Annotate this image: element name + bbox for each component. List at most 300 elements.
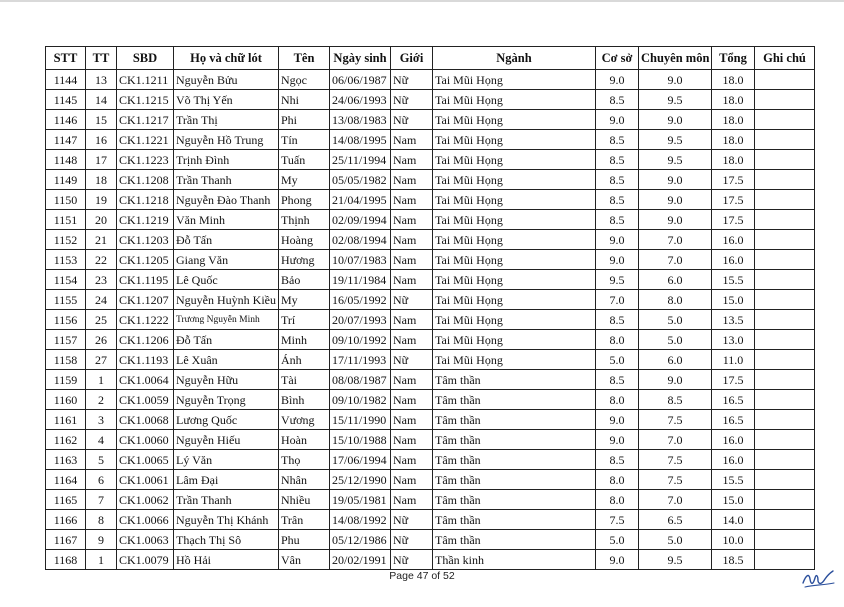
- cell-ghi-chu: [755, 270, 815, 290]
- cell-ghi-chu: [755, 70, 815, 90]
- cell-tong: 13.0: [712, 330, 755, 350]
- cell-chuyen-mon: 6.5: [639, 510, 712, 530]
- table-row: [46, 310, 815, 330]
- cell-tong: 17.5: [712, 370, 755, 390]
- cell-sbd: CK1.0064: [117, 370, 174, 390]
- cell-ngay-sinh: 16/05/1992: [330, 290, 391, 310]
- cell-chuyen-mon: 9.0: [639, 70, 712, 90]
- cell-gioi: Nữ: [391, 290, 433, 310]
- cell-tt: 27: [86, 350, 117, 370]
- cell-gioi: Nam: [391, 430, 433, 450]
- cell-chuyen-mon: 5.0: [639, 530, 712, 550]
- cell-tt: 8: [86, 510, 117, 530]
- cell-ngay-sinh: 08/08/1987: [330, 370, 391, 390]
- cell-tt: 22: [86, 250, 117, 270]
- cell-stt: 1162: [46, 430, 86, 450]
- cell-chuyen-mon: 7.0: [639, 230, 712, 250]
- cell-ho-va-chu-lot: Giang Văn: [174, 250, 279, 270]
- cell-nganh: Tai Mũi Họng: [433, 330, 596, 350]
- table-row: [46, 210, 815, 230]
- cell-gioi: Nam: [391, 410, 433, 430]
- cell-chuyen-mon: 6.0: [639, 270, 712, 290]
- table-row: [46, 350, 815, 370]
- cell-co-so: 8.5: [596, 190, 639, 210]
- table-row: [46, 90, 815, 110]
- cell-stt: 1157: [46, 330, 86, 350]
- cell-co-so: 9.0: [596, 110, 639, 130]
- table-row: [46, 410, 815, 430]
- cell-tong: 15.0: [712, 290, 755, 310]
- cell-stt: 1144: [46, 70, 86, 90]
- cell-ngay-sinh: 19/05/1981: [330, 490, 391, 510]
- cell-ten: My: [279, 290, 330, 310]
- header-ho-va-chu-lot: Họ và chữ lót: [174, 47, 279, 70]
- cell-ten: Phu: [279, 530, 330, 550]
- cell-ho-va-chu-lot: Thạch Thị Sô: [174, 530, 279, 550]
- cell-gioi: Nam: [391, 450, 433, 470]
- table-row: [46, 130, 815, 150]
- cell-tong: 16.5: [712, 390, 755, 410]
- cell-tt: 4: [86, 430, 117, 450]
- cell-ngay-sinh: 13/08/1983: [330, 110, 391, 130]
- cell-ghi-chu: [755, 490, 815, 510]
- cell-co-so: 5.0: [596, 530, 639, 550]
- cell-nganh: Tâm thần: [433, 370, 596, 390]
- cell-tong: 10.0: [712, 530, 755, 550]
- cell-stt: 1161: [46, 410, 86, 430]
- cell-ngay-sinh: 25/11/1994: [330, 150, 391, 170]
- cell-chuyen-mon: 7.5: [639, 470, 712, 490]
- cell-ten: Vương: [279, 410, 330, 430]
- cell-nganh: Tai Mũi Họng: [433, 350, 596, 370]
- cell-nganh: Tai Mũi Họng: [433, 250, 596, 270]
- cell-ngay-sinh: 25/12/1990: [330, 470, 391, 490]
- cell-tong: 15.5: [712, 470, 755, 490]
- cell-nganh: Thần kinh: [433, 550, 596, 570]
- cell-ngay-sinh: 05/05/1982: [330, 170, 391, 190]
- cell-chuyen-mon: 9.0: [639, 190, 712, 210]
- cell-co-so: 9.0: [596, 550, 639, 570]
- cell-stt: 1154: [46, 270, 86, 290]
- cell-co-so: 9.0: [596, 70, 639, 90]
- cell-co-so: 8.5: [596, 310, 639, 330]
- cell-chuyen-mon: 5.0: [639, 310, 712, 330]
- cell-chuyen-mon: 9.5: [639, 90, 712, 110]
- cell-stt: 1159: [46, 370, 86, 390]
- cell-tt: 6: [86, 470, 117, 490]
- cell-ngay-sinh: 21/04/1995: [330, 190, 391, 210]
- cell-ngay-sinh: 15/11/1990: [330, 410, 391, 430]
- cell-sbd: CK1.1203: [117, 230, 174, 250]
- cell-ho-va-chu-lot: Trương Nguyễn Minh: [174, 310, 279, 330]
- cell-co-so: 8.0: [596, 490, 639, 510]
- cell-tt: 14: [86, 90, 117, 110]
- cell-ten: Phi: [279, 110, 330, 130]
- header-co-so: Cơ sở: [596, 47, 639, 70]
- cell-ho-va-chu-lot: Lâm Đại: [174, 470, 279, 490]
- cell-tt: 3: [86, 410, 117, 430]
- cell-ghi-chu: [755, 450, 815, 470]
- cell-ten: Tuấn: [279, 150, 330, 170]
- cell-ghi-chu: [755, 170, 815, 190]
- cell-sbd: CK1.1207: [117, 290, 174, 310]
- cell-co-so: 8.0: [596, 470, 639, 490]
- cell-ngay-sinh: 05/12/1986: [330, 530, 391, 550]
- cell-ngay-sinh: 09/10/1982: [330, 390, 391, 410]
- cell-sbd: CK1.0065: [117, 450, 174, 470]
- cell-chuyen-mon: 6.0: [639, 350, 712, 370]
- table-row: [46, 490, 815, 510]
- cell-nganh: Tâm thần: [433, 490, 596, 510]
- cell-nganh: Tâm thần: [433, 430, 596, 450]
- cell-gioi: Nam: [391, 170, 433, 190]
- cell-tong: 18.0: [712, 70, 755, 90]
- cell-gioi: Nam: [391, 270, 433, 290]
- cell-co-so: 8.0: [596, 390, 639, 410]
- cell-tt: 21: [86, 230, 117, 250]
- cell-sbd: CK1.0068: [117, 410, 174, 430]
- cell-chuyen-mon: 7.0: [639, 430, 712, 450]
- cell-nganh: Tai Mũi Họng: [433, 270, 596, 290]
- cell-gioi: Nam: [391, 490, 433, 510]
- page-footer: Page 47 of 52: [389, 570, 455, 582]
- cell-tong: 18.5: [712, 550, 755, 570]
- cell-ten: Thịnh: [279, 210, 330, 230]
- cell-ngay-sinh: 02/08/1994: [330, 230, 391, 250]
- cell-ho-va-chu-lot: Hồ Hải: [174, 550, 279, 570]
- cell-gioi: Nữ: [391, 70, 433, 90]
- cell-ten: Bình: [279, 390, 330, 410]
- cell-ghi-chu: [755, 130, 815, 150]
- cell-co-so: 5.0: [596, 350, 639, 370]
- table-row: [46, 290, 815, 310]
- cell-stt: 1158: [46, 350, 86, 370]
- table-row: [46, 390, 815, 410]
- table-row: [46, 370, 815, 390]
- cell-ghi-chu: [755, 430, 815, 450]
- cell-ten: Hoàng: [279, 230, 330, 250]
- cell-tong: 13.5: [712, 310, 755, 330]
- cell-ngay-sinh: 17/06/1994: [330, 450, 391, 470]
- cell-nganh: Tâm thần: [433, 410, 596, 430]
- cell-ngay-sinh: 14/08/1992: [330, 510, 391, 530]
- cell-ho-va-chu-lot: Võ Thị Yến: [174, 90, 279, 110]
- cell-ngay-sinh: 10/07/1983: [330, 250, 391, 270]
- cell-ho-va-chu-lot: Trần Thanh: [174, 490, 279, 510]
- cell-chuyen-mon: 7.5: [639, 450, 712, 470]
- cell-gioi: Nữ: [391, 550, 433, 570]
- cell-ngay-sinh: 17/11/1993: [330, 350, 391, 370]
- cell-tt: 26: [86, 330, 117, 350]
- cell-nganh: Tai Mũi Họng: [433, 230, 596, 250]
- cell-ten: Trí: [279, 310, 330, 330]
- header-sbd: SBD: [117, 47, 174, 70]
- cell-tong: 16.5: [712, 410, 755, 430]
- cell-tong: 16.0: [712, 450, 755, 470]
- cell-tong: 17.5: [712, 190, 755, 210]
- cell-tong: 16.0: [712, 430, 755, 450]
- cell-ten: Trân: [279, 510, 330, 530]
- cell-co-so: 8.5: [596, 450, 639, 470]
- cell-ho-va-chu-lot: Đỗ Tấn: [174, 330, 279, 350]
- cell-chuyen-mon: 9.0: [639, 370, 712, 390]
- cell-stt: 1152: [46, 230, 86, 250]
- cell-sbd: CK1.0062: [117, 490, 174, 510]
- cell-chuyen-mon: 7.0: [639, 250, 712, 270]
- cell-sbd: CK1.1221: [117, 130, 174, 150]
- cell-ghi-chu: [755, 470, 815, 490]
- cell-ten: Ánh: [279, 350, 330, 370]
- cell-stt: 1163: [46, 450, 86, 470]
- header-stt: STT: [46, 47, 86, 70]
- cell-ghi-chu: [755, 530, 815, 550]
- cell-stt: 1160: [46, 390, 86, 410]
- cell-ten: Nhi: [279, 90, 330, 110]
- cell-ten: Minh: [279, 330, 330, 350]
- cell-sbd: CK1.1219: [117, 210, 174, 230]
- cell-gioi: Nữ: [391, 110, 433, 130]
- table-row: [46, 450, 815, 470]
- cell-gioi: Nam: [391, 190, 433, 210]
- cell-nganh: Tâm thần: [433, 510, 596, 530]
- cell-ghi-chu: [755, 110, 815, 130]
- cell-ten: Hoàn: [279, 430, 330, 450]
- cell-ghi-chu: [755, 190, 815, 210]
- cell-ho-va-chu-lot: Nguyễn Thị Khánh: [174, 510, 279, 530]
- cell-sbd: CK1.1211: [117, 70, 174, 90]
- cell-ten: Phong: [279, 190, 330, 210]
- cell-ho-va-chu-lot: Trịnh Đình: [174, 150, 279, 170]
- cell-tt: 19: [86, 190, 117, 210]
- cell-gioi: Nam: [391, 150, 433, 170]
- cell-tt: 5: [86, 450, 117, 470]
- cell-sbd: CK1.1223: [117, 150, 174, 170]
- cell-co-so: 9.0: [596, 250, 639, 270]
- cell-ten: My: [279, 170, 330, 190]
- cell-sbd: CK1.0079: [117, 550, 174, 570]
- cell-tt: 1: [86, 550, 117, 570]
- cell-ho-va-chu-lot: Nguyễn Đào Thanh: [174, 190, 279, 210]
- cell-nganh: Tai Mũi Họng: [433, 190, 596, 210]
- cell-co-so: 8.5: [596, 130, 639, 150]
- cell-co-so: 8.5: [596, 210, 639, 230]
- cell-gioi: Nam: [391, 370, 433, 390]
- cell-chuyen-mon: 8.0: [639, 290, 712, 310]
- cell-co-so: 9.0: [596, 230, 639, 250]
- cell-ho-va-chu-lot: Lương Quốc: [174, 410, 279, 430]
- cell-nganh: Tai Mũi Họng: [433, 150, 596, 170]
- cell-sbd: CK1.0066: [117, 510, 174, 530]
- header-ghi-chu: Ghi chú: [755, 47, 815, 70]
- table-row: [46, 250, 815, 270]
- cell-nganh: Tai Mũi Họng: [433, 130, 596, 150]
- cell-ho-va-chu-lot: Lê Quốc: [174, 270, 279, 290]
- cell-tong: 15.5: [712, 270, 755, 290]
- cell-ho-va-chu-lot: Nguyễn Hữu: [174, 370, 279, 390]
- cell-tong: 16.0: [712, 250, 755, 270]
- cell-tong: 15.0: [712, 490, 755, 510]
- cell-ghi-chu: [755, 290, 815, 310]
- cell-gioi: Nữ: [391, 350, 433, 370]
- table-header-row: [46, 47, 815, 70]
- cell-gioi: Nam: [391, 470, 433, 490]
- table-row: [46, 510, 815, 530]
- cell-tt: 2: [86, 390, 117, 410]
- cell-co-so: 7.5: [596, 510, 639, 530]
- cell-tong: 16.0: [712, 230, 755, 250]
- cell-co-so: 8.5: [596, 170, 639, 190]
- cell-ghi-chu: [755, 330, 815, 350]
- cell-tong: 14.0: [712, 510, 755, 530]
- header-tt: TT: [86, 47, 117, 70]
- cell-stt: 1164: [46, 470, 86, 490]
- cell-sbd: CK1.1218: [117, 190, 174, 210]
- cell-tt: 17: [86, 150, 117, 170]
- results-table: [45, 46, 815, 570]
- table-row: [46, 430, 815, 450]
- cell-chuyen-mon: 9.5: [639, 130, 712, 150]
- cell-sbd: CK1.1193: [117, 350, 174, 370]
- cell-chuyen-mon: 7.0: [639, 490, 712, 510]
- cell-ten: Tín: [279, 130, 330, 150]
- table-row: [46, 70, 815, 90]
- cell-chuyen-mon: 7.5: [639, 410, 712, 430]
- cell-co-so: 8.0: [596, 330, 639, 350]
- cell-chuyen-mon: 9.0: [639, 110, 712, 130]
- cell-chuyen-mon: 9.0: [639, 210, 712, 230]
- table-row: [46, 170, 815, 190]
- cell-ghi-chu: [755, 370, 815, 390]
- cell-co-so: 8.5: [596, 90, 639, 110]
- cell-sbd: CK1.1206: [117, 330, 174, 350]
- cell-nganh: Tâm thần: [433, 470, 596, 490]
- cell-tong: 18.0: [712, 90, 755, 110]
- cell-ho-va-chu-lot: Nguyễn Bửu: [174, 70, 279, 90]
- table-row: [46, 230, 815, 250]
- cell-tong: 18.0: [712, 150, 755, 170]
- cell-tong: 17.5: [712, 170, 755, 190]
- cell-sbd: CK1.1205: [117, 250, 174, 270]
- cell-ghi-chu: [755, 230, 815, 250]
- cell-ghi-chu: [755, 90, 815, 110]
- table-row: [46, 150, 815, 170]
- cell-ho-va-chu-lot: Đỗ Tấn: [174, 230, 279, 250]
- cell-ngay-sinh: 24/06/1993: [330, 90, 391, 110]
- cell-sbd: CK1.1222: [117, 310, 174, 330]
- cell-ghi-chu: [755, 410, 815, 430]
- cell-stt: 1155: [46, 290, 86, 310]
- signature-mark: [800, 565, 836, 591]
- cell-sbd: CK1.0061: [117, 470, 174, 490]
- cell-tt: 1: [86, 370, 117, 390]
- cell-tt: 23: [86, 270, 117, 290]
- cell-chuyen-mon: 5.0: [639, 330, 712, 350]
- cell-nganh: Tâm thần: [433, 390, 596, 410]
- cell-nganh: Tai Mũi Họng: [433, 110, 596, 130]
- cell-tt: 18: [86, 170, 117, 190]
- cell-ngay-sinh: 06/06/1987: [330, 70, 391, 90]
- cell-nganh: Tai Mũi Họng: [433, 170, 596, 190]
- cell-stt: 1151: [46, 210, 86, 230]
- cell-ho-va-chu-lot: Lý Văn: [174, 450, 279, 470]
- cell-ghi-chu: [755, 310, 815, 330]
- cell-co-so: 9.5: [596, 270, 639, 290]
- cell-stt: 1148: [46, 150, 86, 170]
- cell-gioi: Nam: [391, 390, 433, 410]
- cell-ho-va-chu-lot: Trần Thị: [174, 110, 279, 130]
- cell-stt: 1150: [46, 190, 86, 210]
- cell-tt: 16: [86, 130, 117, 150]
- cell-gioi: Nam: [391, 250, 433, 270]
- cell-gioi: Nữ: [391, 90, 433, 110]
- cell-ghi-chu: [755, 510, 815, 530]
- cell-ho-va-chu-lot: Văn Minh: [174, 210, 279, 230]
- cell-chuyen-mon: 9.0: [639, 170, 712, 190]
- cell-nganh: Tai Mũi Họng: [433, 290, 596, 310]
- cell-sbd: CK1.1208: [117, 170, 174, 190]
- cell-sbd: CK1.0060: [117, 430, 174, 450]
- cell-gioi: Nữ: [391, 510, 433, 530]
- cell-ten: Bảo: [279, 270, 330, 290]
- cell-ten: Vân: [279, 550, 330, 570]
- cell-ghi-chu: [755, 250, 815, 270]
- cell-ten: Tài: [279, 370, 330, 390]
- cell-tt: 25: [86, 310, 117, 330]
- cell-gioi: Nam: [391, 230, 433, 250]
- cell-ghi-chu: [755, 150, 815, 170]
- cell-ngay-sinh: 19/11/1984: [330, 270, 391, 290]
- cell-tong: 18.0: [712, 110, 755, 130]
- cell-ten: Thọ: [279, 450, 330, 470]
- cell-stt: 1165: [46, 490, 86, 510]
- header-ten: Tên: [279, 47, 330, 70]
- table-row: [46, 530, 815, 550]
- cell-ho-va-chu-lot: Nguyễn Hồ Trung: [174, 130, 279, 150]
- cell-stt: 1149: [46, 170, 86, 190]
- cell-nganh: Tai Mũi Họng: [433, 70, 596, 90]
- cell-gioi: Nam: [391, 130, 433, 150]
- cell-stt: 1167: [46, 530, 86, 550]
- cell-tong: 17.5: [712, 210, 755, 230]
- cell-stt: 1147: [46, 130, 86, 150]
- cell-stt: 1145: [46, 90, 86, 110]
- table-row: [46, 190, 815, 210]
- cell-stt: 1156: [46, 310, 86, 330]
- cell-sbd: CK1.0059: [117, 390, 174, 410]
- cell-co-so: 9.0: [596, 430, 639, 450]
- table-body: [46, 70, 815, 570]
- table-row: [46, 110, 815, 130]
- cell-tt: 15: [86, 110, 117, 130]
- cell-nganh: Tâm thần: [433, 450, 596, 470]
- table-row: [46, 550, 815, 570]
- cell-sbd: CK1.1217: [117, 110, 174, 130]
- cell-ten: Hương: [279, 250, 330, 270]
- cell-ngay-sinh: 09/10/1992: [330, 330, 391, 350]
- header-nganh: Ngành: [433, 47, 596, 70]
- cell-tt: 9: [86, 530, 117, 550]
- header-gioi: Giới: [391, 47, 433, 70]
- cell-sbd: CK1.0063: [117, 530, 174, 550]
- cell-nganh: Tâm thần: [433, 530, 596, 550]
- cell-ngay-sinh: 20/07/1993: [330, 310, 391, 330]
- header-tong: Tổng: [712, 47, 755, 70]
- cell-ten: Nhiều: [279, 490, 330, 510]
- cell-ghi-chu: [755, 210, 815, 230]
- cell-gioi: Nam: [391, 210, 433, 230]
- cell-ghi-chu: [755, 390, 815, 410]
- cell-co-so: 7.0: [596, 290, 639, 310]
